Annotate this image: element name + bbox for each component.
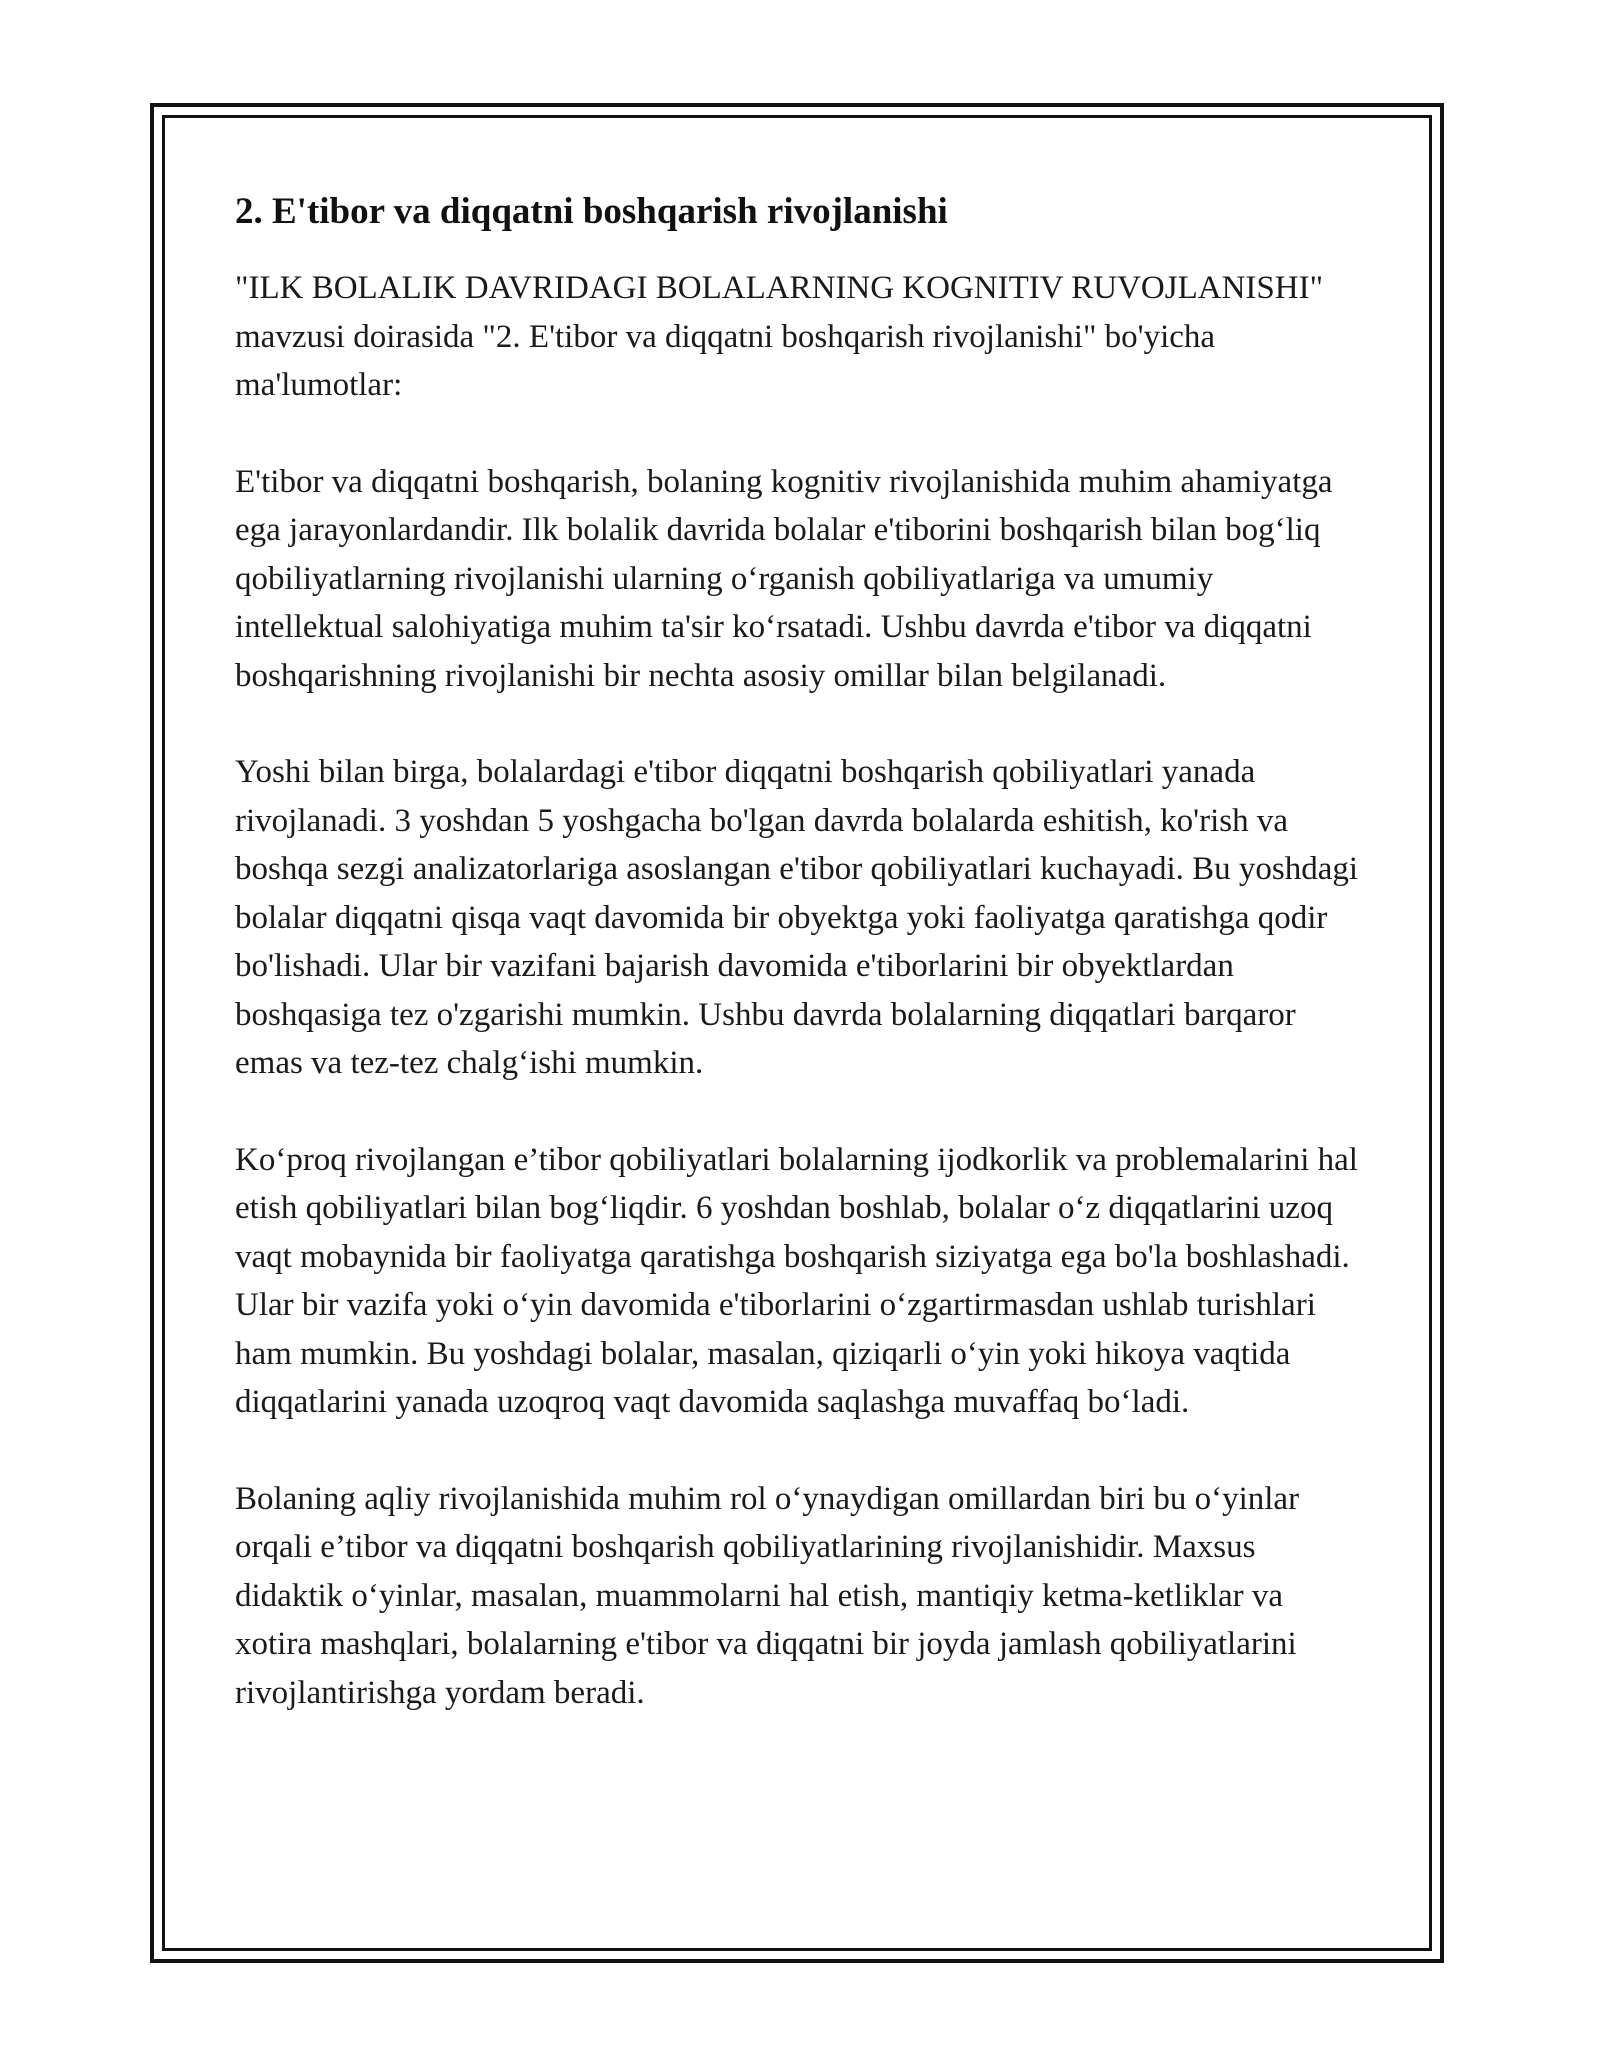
section-heading: 2. E'tibor va diqqatni boshqarish rivojlanishi [235, 191, 948, 232]
body-paragraph-2: Yoshi bilan birga, bolalardagi e'tibor diqqatni boshqarish qobiliyatlari yanada rivojlanadi. 3 yoshdan 5 yoshgacha bo'lgan davrda bolalarda eshitish, ko'rish va boshqa sezgi analizatorlariga asoslangan e'tibor qobiliyatlari kuchayadi. Bu yoshdagi bolalar diqqatni qisqa vaqt davomida bir obyektga yoki faoliyatga qaratishga qodir bo'lishadi. Ular bir vazifani bajarish davomida e'tiborlarini bir obyektlardan boshqasiga tez o'zgarishi mumkin. Ushbu davrda bolalarning diqqatlari barqaror emas va tez-tez chalg‘ishi mumkin. [235, 754, 1359, 1081]
body-paragraph-3: Ko‘proq rivojlangan e’tibor qobiliyatlari bolalarning ijodkorlik va problemalarini hal etish qobiliyatlari bilan bog‘liqdir. 6 yoshdan boshlab, bolalar o‘z diqqatlarini uzoq vaqt mobaynida bir faoliyatga qaratishga boshqarish siziyatga ega bo'la boshlashadi. Ular bir vazifa yoki o‘yin davomida e'tiborlarini o‘zgartirmasdan ushlab turishlari ham mumkin. Bu yoshdagi bolalar, masalan, qiziqarli o‘yin yoki hikoya vaqtida diqqatlarini yanada uzoqroq vaqt davomida saqlashga muvaffaq bo‘ladi. [235, 1141, 1358, 1420]
body-paragraph-1: E'tibor va diqqatni boshqarish, bolaning kognitiv rivojlanishida muhim ahamiyatga ega jarayonlardandir. Ilk bolalik davrida bolalar e'tiborini boshqarish bilan bog‘liq qobiliyatlarning rivojlanishi ularning o‘rganish qobiliyatlariga va umumiy intellektual salohiyatiga muhim ta'sir ko‘rsatadi. Ushbu davrda e'tibor va diqqatni boshqarishning rivojlanishi bir nechta asosiy omillar bilan belgilanadi. [235, 463, 1333, 694]
intro-paragraph: "ILK BOLALIK DAVRIDAGI BOLALARNING KOGNITIV RUVOJLANISHI" mavzusi doirasida "2. E'tibor va diqqatni boshqarish rivojlanishi" bo'yicha ma'lumotlar: [235, 270, 1324, 403]
document-body [235, 188, 1360, 1765]
body-paragraph-4: Bolaning aqliy rivojlanishida muhim rol o‘ynaydigan omillardan biri bu o‘yinlar orqali e’tibor va diqqatni boshqarish qobiliyatlarining rivojlanishidir. Maxsus didaktik o‘yinlar, masalan, muammolarni hal etish, mantiqiy ketma-ketliklar va xotira mashqlari, bolalarning e'tibor va diqqatni bir joyda jamlash qobiliyatlarini rivojlantirishga yordam beradi. [235, 1480, 1300, 1711]
